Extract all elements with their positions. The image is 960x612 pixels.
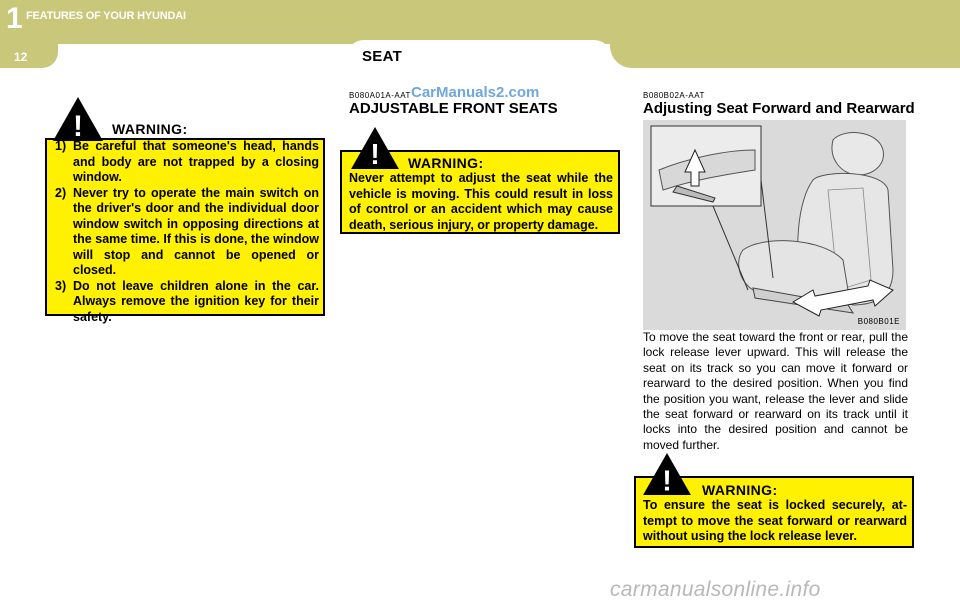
list-item: 3) Do not leave children alone in the car. Always remove the ignition key for their safety. bbox=[55, 278, 319, 324]
warning-label: WARNING: bbox=[408, 155, 484, 171]
chapter-title: FEATURES OF YOUR HYUNDAI bbox=[26, 10, 186, 22]
section-heading: ADJUSTABLE FRONT SEATS bbox=[349, 100, 558, 117]
page-tab bbox=[0, 44, 58, 68]
warning-triangle-icon bbox=[52, 96, 104, 142]
footer-watermark[interactable]: carmanualsonline.info bbox=[610, 578, 821, 601]
section-code: B080B02A-AAT bbox=[643, 91, 705, 100]
warning-text: Never attempt to adjust the seat while the vehicle is moving. This could result in loss of control or an accident which may cause death, serious injury, or property damage. bbox=[349, 171, 613, 232]
watermark-link[interactable]: CarManuals2.com bbox=[411, 84, 540, 101]
svg-text:!: ! bbox=[73, 110, 83, 142]
warning-triangle-icon bbox=[350, 126, 400, 170]
section-code: B080A01A-AAT bbox=[349, 91, 411, 100]
list-item: 2) Never try to operate the main switch on the driver's door and the individual door window switch in opposing directions at the same time. If this is done, the window will stop and cannot be opened or closed. bbox=[55, 185, 319, 277]
header-band-right bbox=[610, 0, 960, 68]
warning-list bbox=[55, 139, 319, 325]
svg-text:!: ! bbox=[370, 139, 380, 170]
warning-label: WARNING: bbox=[702, 482, 778, 498]
body-paragraph: To move the seat toward the front or rear, pull the lock release lever upward. This will release the seat on its track so you can move it forward or rearward to the desired position. When you find the position you want, release the lever and slide the seat forward or rearward on its track until it locks into the desired position and cannot be moved further. bbox=[643, 330, 908, 452]
chapter-number: 1 bbox=[6, 2, 23, 35]
page-number: 12 bbox=[14, 50, 28, 64]
warning-text: To ensure the seat is locked securely, at-tempt to move the seat forward or rearward without using the lock release lever. bbox=[643, 498, 907, 543]
seat-figure bbox=[643, 120, 906, 330]
warning-label: WARNING: bbox=[112, 121, 188, 137]
section-heading: Adjusting Seat Forward and Rearward bbox=[643, 100, 915, 117]
svg-text:!: ! bbox=[662, 465, 672, 496]
list-item: 1) Be careful that someone's head, hands and body are not trapped by a closing window. bbox=[55, 139, 319, 184]
warning-triangle-icon bbox=[642, 452, 692, 496]
section-title: SEAT bbox=[362, 48, 403, 65]
seat-illustration bbox=[643, 120, 906, 330]
figure-code: B080B01E bbox=[857, 317, 900, 326]
